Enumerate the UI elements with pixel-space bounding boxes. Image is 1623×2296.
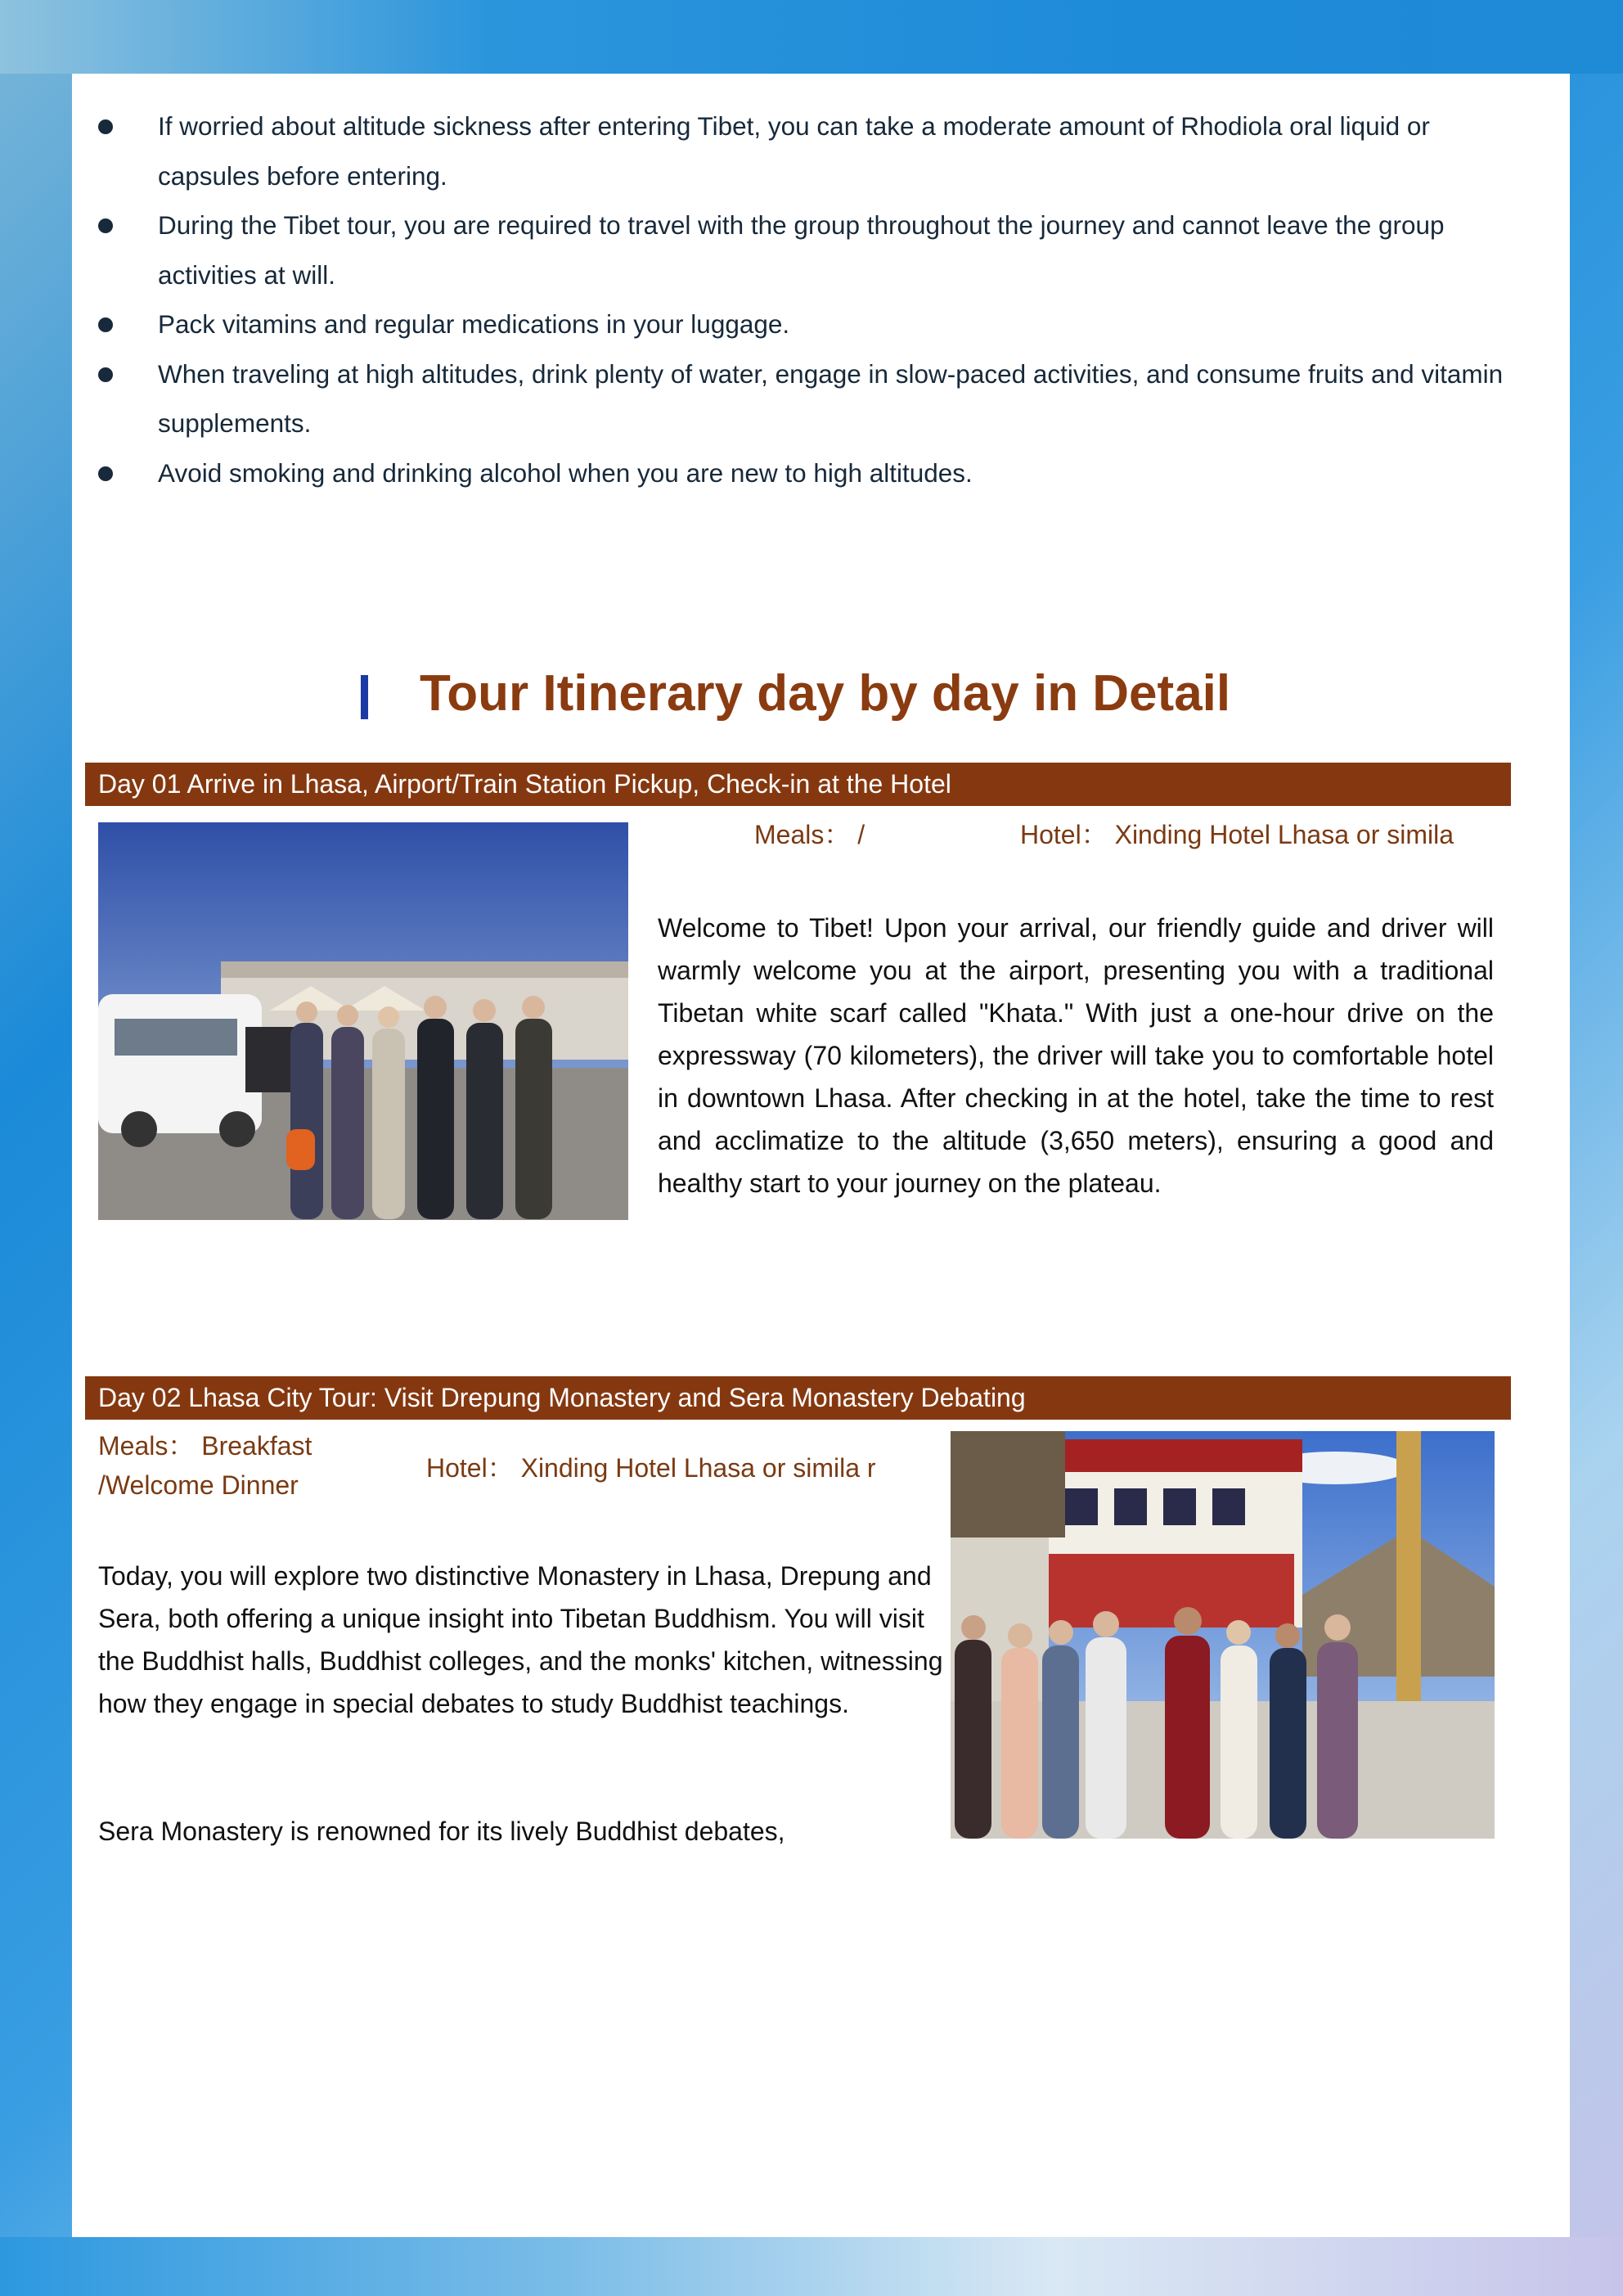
tip-item [72,448,1570,498]
day-01-meals: Meals： / [754,820,865,849]
day-01-description: Welcome to Tibet! Upon your arrival, our friendly guide and driver will warmly welcome you at the airport, presenting you with a traditional Tibetan white scarf called "Khata." With just a one-hour drive on the expressway (70 kilometers), the driver will take you to comfortable hotel in downtown Lhasa. After checking in at the hotel, take the time to rest and acclimatize to the altitude (3,650 meters), ensuring a good and healthy start to your journey on the plateau. [658,913,1494,1198]
bullet-icon [98,317,113,332]
day-02-meals-line2: /Welcome Dinner [98,1470,299,1500]
page-frame-bottom [0,2237,1623,2296]
tip-item [72,299,1570,349]
travel-tips-list [72,101,1570,497]
tip-text: Avoid smoking and drinking alcohol when you are new to high altitudes. [158,457,973,488]
page-frame-top [0,0,1623,74]
tip-text: When traveling at high altitudes, drink plenty of water, engage in slow-paced activities, and consume fruits and vitamin supplements. [158,358,1504,438]
tip-item [72,200,1570,299]
document-page [72,74,1570,2237]
bullet-icon [98,367,113,382]
day-01-header: Day 01 Arrive in Lhasa, Airport/Train Station Pickup, Check-in at the Hotel [85,763,1511,806]
tip-item [72,101,1570,200]
day-02-description: Today, you will explore two distinctive Monastery in Lhasa, Drepung and Sera, both offering a unique insight into Tibetan Buddhism. You will visit the Buddhist halls, Buddhist colleges, and the monks' kitchen, witnessing how they engage in special debates to study Buddhist teachings. [98,1561,943,1718]
section-title-marker [361,675,368,719]
day-02-description-2: Sera Monastery is renowned for its lively Buddhist debates, [98,1817,785,1846]
day-02-meals-line1: Meals： Breakfast [98,1431,312,1461]
day-02-photo [951,1431,1495,1839]
day-02-hotel: Hotel： Xinding Hotel Lhasa or simila r [426,1453,876,1483]
bullet-icon [98,218,113,233]
tip-text: Pack vitamins and regular medications in your luggage. [158,309,790,339]
section-title: Tour Itinerary day by day in Detail [420,665,1231,722]
bullet-icon [98,466,113,481]
tip-text: If worried about altitude sickness after entering Tibet, you can take a moderate amount of Rhodiola oral liquid or capsules before entering. [158,111,1430,191]
day-01-hotel: Hotel： Xinding Hotel Lhasa or simila [1020,820,1454,849]
tip-item [72,349,1570,448]
tip-text: During the Tibet tour, you are required to travel with the group throughout the journey and cannot leave the group activities at will. [158,210,1445,290]
day-02-header: Day 02 Lhasa City Tour: Visit Drepung Monastery and Sera Monastery Debating [85,1376,1511,1420]
day-01-photo [98,822,628,1220]
bullet-icon [98,119,113,134]
